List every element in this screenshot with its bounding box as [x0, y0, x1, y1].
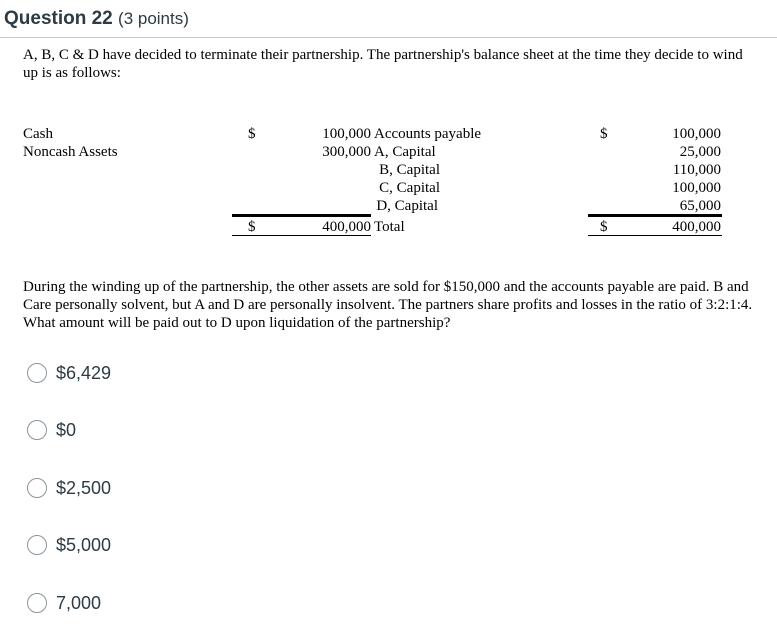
answer-option[interactable] [27, 361, 111, 385]
liability-total-label: Total [374, 219, 405, 235]
liability-amount: 110,000 [672, 162, 721, 178]
answer-option[interactable] [27, 476, 111, 500]
option-label[interactable]: $5,000 [56, 534, 112, 555]
radio-button[interactable] [27, 420, 47, 440]
answer-option[interactable] [27, 591, 101, 615]
question-details: During the winding up of the partnership, the other assets are sold for $150,000 and the accounts payable are paid. B and Care personally solvent, but A and D are personally insolvent. The partners share profits and losses in the ratio of 3:2:1:4. What amount will be paid out to D upon liquidation of the partnership? [23, 279, 753, 331]
answer-option[interactable] [27, 533, 111, 557]
total-rule [588, 214, 722, 217]
asset-amount: 300,000 [322, 144, 371, 160]
radio-button[interactable] [27, 535, 47, 555]
asset-total-amount: 400,000 [322, 219, 371, 235]
question-header [0, 0, 777, 38]
liability-label: Accounts payable [374, 126, 482, 142]
total-rule [232, 214, 371, 217]
question-points: (3 points) [118, 9, 189, 28]
option-label[interactable]: $0 [56, 419, 77, 440]
liability-amount: 100,000 [672, 180, 721, 196]
asset-label: Cash [23, 126, 53, 142]
option-label[interactable]: 7,000 [56, 592, 102, 613]
option-label[interactable]: $6,429 [56, 362, 112, 383]
radio-button[interactable] [27, 478, 47, 498]
total-underline [588, 235, 722, 236]
liability-label: B, Capital [379, 162, 440, 178]
radio-button[interactable] [27, 363, 47, 383]
question-title [4, 8, 189, 30]
liability-total-amount: 400,000 [672, 219, 721, 235]
liability-label: D, Capital [376, 198, 438, 214]
radio-button[interactable] [27, 593, 47, 613]
liability-amount: 100,000 [672, 126, 721, 142]
question-number: Question 22 [4, 8, 113, 29]
asset-currency: $ [248, 126, 256, 142]
liability-amount: 65,000 [679, 198, 721, 214]
total-underline [232, 235, 371, 236]
asset-label: Noncash Assets [23, 144, 118, 160]
option-label[interactable]: $2,500 [56, 477, 112, 498]
answer-option[interactable] [27, 418, 76, 442]
liability-label: A, Capital [374, 144, 436, 160]
liability-label: C, Capital [379, 180, 440, 196]
asset-total-currency: $ [248, 219, 256, 235]
liability-total-currency: $ [600, 219, 608, 235]
question-prompt: A, B, C & D have decided to terminate their partnership. The partnership's balance sheet at the time they decide to wind up is as follows: [23, 47, 743, 81]
liability-currency: $ [600, 126, 608, 142]
liability-amount: 25,000 [679, 144, 721, 160]
asset-amount: 100,000 [322, 126, 371, 142]
